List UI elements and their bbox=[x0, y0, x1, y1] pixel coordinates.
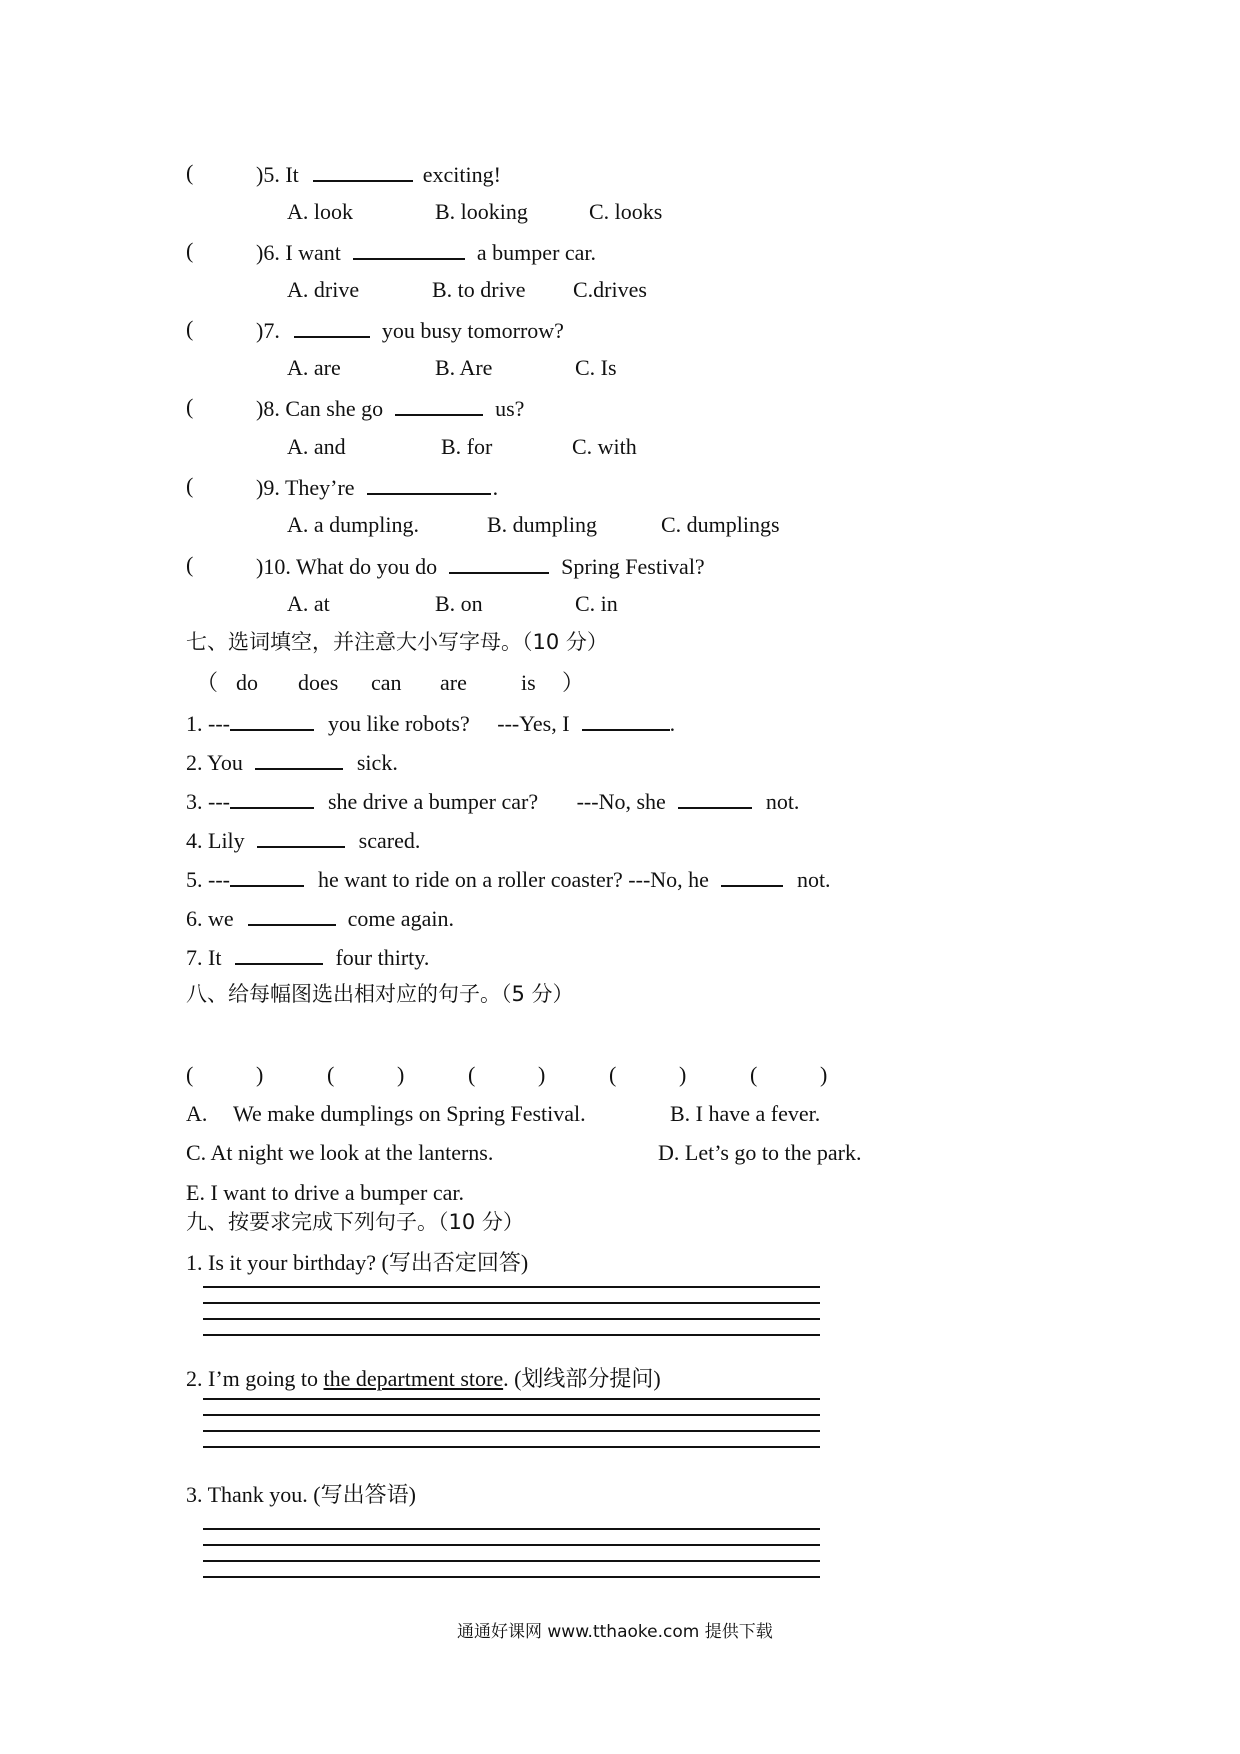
mc-q7-option-b: B. Are bbox=[435, 355, 493, 380]
rewrite-q1-line-3[interactable] bbox=[203, 1318, 820, 1320]
mc-q5-option-a: A. look bbox=[287, 199, 353, 224]
mc-q8-option-b: B. for bbox=[441, 434, 493, 459]
picture-4-open: ( bbox=[609, 1062, 617, 1087]
sentence-b: B. I have a fever. bbox=[670, 1101, 821, 1126]
mc-q10-stem: )10. What do you do Spring Festival? bbox=[256, 554, 705, 579]
picture-1-open: ( bbox=[186, 1062, 194, 1087]
sentence-c: C. At night we look at the lanterns. bbox=[186, 1140, 494, 1165]
mc-q5-option-c: C. looks bbox=[589, 199, 663, 224]
mc-q7-blank[interactable] bbox=[294, 318, 370, 338]
fill-q2: 2. You sick. bbox=[186, 750, 398, 775]
picture-2-close: ) bbox=[397, 1062, 405, 1087]
fill-q1-blank-2[interactable] bbox=[582, 711, 670, 731]
mc-q5-stem: )5. It exciting! bbox=[256, 162, 501, 187]
mc-q10-option-b: B. on bbox=[435, 591, 483, 616]
fill-q1-blank-1[interactable] bbox=[230, 711, 314, 731]
mc-q6-stem: )6. I want a bumper car. bbox=[256, 240, 597, 265]
rewrite-q2-line-3[interactable] bbox=[203, 1430, 820, 1432]
fill-q1: 1. --- you like robots? ---Yes, I . bbox=[186, 711, 676, 736]
section9-heading: 九、按要求完成下列句子。（10 分） bbox=[186, 1210, 524, 1234]
rewrite-q2: 2. I’m going to the department store. (划线部分提问) bbox=[186, 1366, 661, 1391]
picture-5-close: ) bbox=[820, 1062, 828, 1087]
rewrite-q2-line-2[interactable] bbox=[203, 1414, 820, 1416]
picture-4-close: ) bbox=[679, 1062, 687, 1087]
fill-q3-blank-1[interactable] bbox=[230, 789, 314, 809]
mc-q9-blank[interactable] bbox=[367, 475, 491, 495]
mc-q10-option-c: C. in bbox=[575, 591, 618, 616]
fill-q4-blank[interactable] bbox=[257, 828, 345, 848]
fill-q5: 5. --- he want to ride on a roller coaster? ---No, he not. bbox=[186, 867, 831, 892]
mc-q9-paren: ( bbox=[186, 473, 194, 498]
rewrite-q3-line-4[interactable] bbox=[203, 1576, 820, 1578]
rewrite-q1-line-4[interactable] bbox=[203, 1334, 820, 1336]
fill-q6-blank[interactable] bbox=[248, 906, 336, 926]
mc-q6-paren: ( bbox=[186, 238, 194, 263]
mc-q8-blank[interactable] bbox=[395, 396, 483, 416]
picture-5-open: ( bbox=[750, 1062, 758, 1087]
mc-q9-option-c: C. dumplings bbox=[661, 512, 780, 537]
footer-credit: 通通好课网 www.tthaoke.com 提供下载 bbox=[457, 1622, 773, 1642]
mc-q7-option-a: A. are bbox=[287, 355, 341, 380]
mc-q8-option-a: A. and bbox=[287, 434, 346, 459]
mc-q7-paren: ( bbox=[186, 316, 194, 341]
mc-q6-option-a: A. drive bbox=[287, 277, 360, 302]
rewrite-q3-line-2[interactable] bbox=[203, 1544, 820, 1546]
word-bank-does: does bbox=[298, 670, 339, 695]
mc-q8-paren: ( bbox=[186, 394, 194, 419]
fill-q2-blank[interactable] bbox=[255, 750, 343, 770]
word-bank-open: （ bbox=[196, 670, 219, 695]
picture-3-open: ( bbox=[468, 1062, 476, 1087]
rewrite-q1-line-1[interactable] bbox=[203, 1286, 820, 1288]
rewrite-q1: 1. Is it your birthday? (写出否定回答) bbox=[186, 1250, 529, 1275]
word-bank-is: is bbox=[521, 670, 536, 695]
word-bank-can: can bbox=[371, 670, 402, 695]
mc-q10-paren: ( bbox=[186, 552, 194, 577]
mc-q6-blank[interactable] bbox=[353, 240, 465, 260]
rewrite-q2-line-1[interactable] bbox=[203, 1398, 820, 1400]
word-bank-do: do bbox=[236, 670, 258, 695]
mc-q10-blank[interactable] bbox=[449, 554, 549, 574]
rewrite-q3: 3. Thank you. (写出答语) bbox=[186, 1482, 416, 1507]
mc-q5-option-b: B. looking bbox=[435, 199, 528, 224]
mc-q6-option-b: B. to drive bbox=[432, 277, 526, 302]
picture-3-close: ) bbox=[538, 1062, 546, 1087]
sentence-e: E. I want to drive a bumper car. bbox=[186, 1180, 464, 1205]
fill-q5-blank-2[interactable] bbox=[721, 867, 783, 887]
fill-q7: 7. It four thirty. bbox=[186, 945, 430, 970]
rewrite-q2-line-4[interactable] bbox=[203, 1446, 820, 1448]
mc-q6-option-c: C.drives bbox=[573, 277, 647, 302]
fill-q3: 3. --- she drive a bumper car? ---No, she not. bbox=[186, 789, 800, 814]
fill-q4: 4. Lily scared. bbox=[186, 828, 421, 853]
sentence-d: D. Let’s go to the park. bbox=[658, 1140, 862, 1165]
mc-q5-paren: ( bbox=[186, 160, 194, 185]
word-bank-close: ） bbox=[562, 670, 585, 695]
section7-heading: 七、选词填空，并注意大小写字母。（10 分） bbox=[186, 630, 608, 654]
section8-heading: 八、给每幅图选出相对应的句子。（5 分） bbox=[186, 982, 574, 1006]
rewrite-q1-line-2[interactable] bbox=[203, 1302, 820, 1304]
mc-q9-stem: )9. They’re . bbox=[256, 475, 499, 500]
mc-q7-option-c: C. Is bbox=[575, 355, 617, 380]
mc-q8-stem: )8. Can she go us? bbox=[256, 396, 525, 421]
rewrite-q3-line-3[interactable] bbox=[203, 1560, 820, 1562]
fill-q6: 6. we come again. bbox=[186, 906, 454, 931]
fill-q5-blank-1[interactable] bbox=[230, 867, 304, 887]
sentence-a: We make dumplings on Spring Festival. bbox=[233, 1101, 586, 1126]
mc-q7-stem: )7. you busy tomorrow? bbox=[256, 318, 564, 343]
rewrite-q3-line-1[interactable] bbox=[203, 1528, 820, 1530]
sentence-a-label: A. bbox=[186, 1101, 208, 1126]
fill-q7-blank[interactable] bbox=[235, 945, 323, 965]
mc-q8-option-c: C. with bbox=[572, 434, 637, 459]
word-bank-are: are bbox=[440, 670, 467, 695]
fill-q3-blank-2[interactable] bbox=[678, 789, 752, 809]
picture-2-open: ( bbox=[327, 1062, 335, 1087]
picture-1-close: ) bbox=[256, 1062, 264, 1087]
mc-q9-option-a: A. a dumpling. bbox=[287, 512, 419, 537]
rewrite-q2-underlined: the department store bbox=[323, 1366, 504, 1391]
mc-q10-option-a: A. at bbox=[287, 591, 330, 616]
mc-q5-blank[interactable] bbox=[313, 162, 413, 182]
mc-q9-option-b: B. dumpling bbox=[487, 512, 598, 537]
